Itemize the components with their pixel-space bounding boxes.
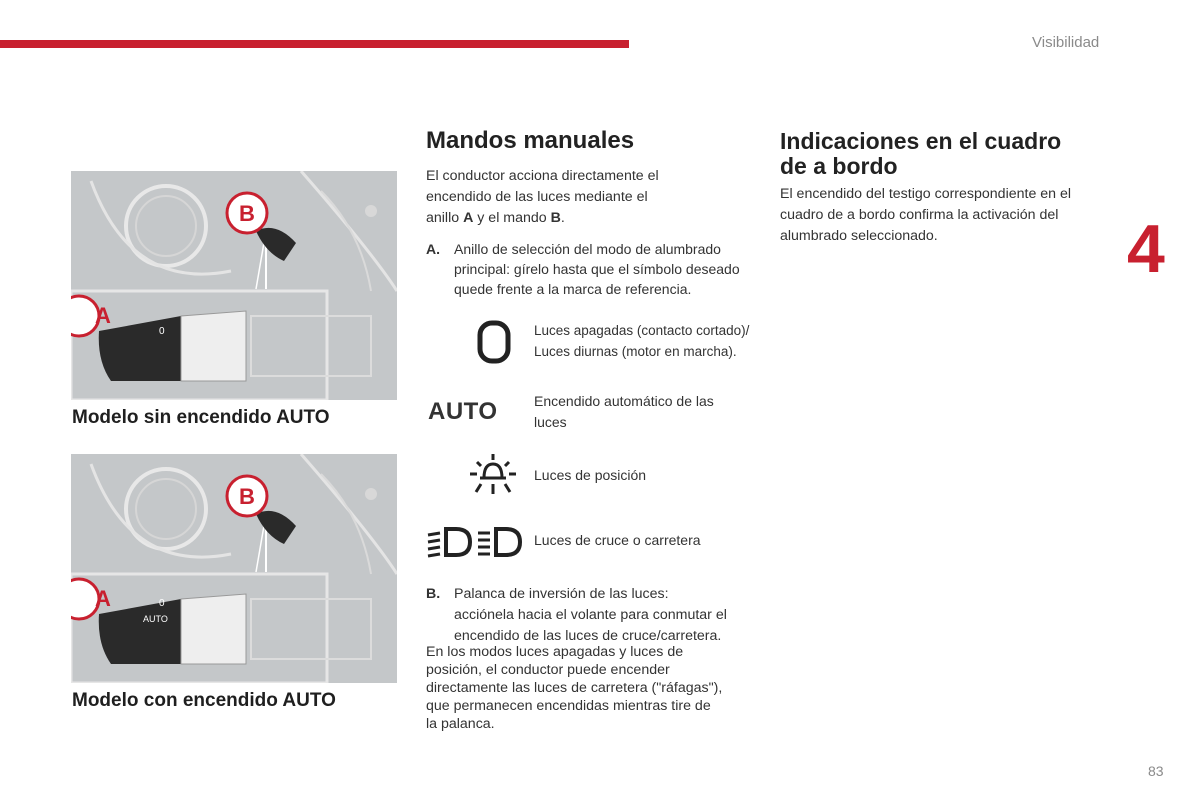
callout-b: B xyxy=(239,484,255,509)
item-text: Palanca de inversión de las luces: acciónela hacia el volante para conmutar el encendido de las luces de cruce/carretera. xyxy=(454,586,727,644)
position-lights-icon xyxy=(467,450,519,500)
section-title: Visibilidad xyxy=(1032,34,1100,51)
auto-icon: AUTO xyxy=(428,398,498,425)
dipped-main-beam-icon xyxy=(426,523,524,561)
ref-a: A xyxy=(463,210,474,226)
figure2-caption: Modelo con encendido AUTO xyxy=(72,690,336,711)
stalk-label-zero: 0 xyxy=(159,598,165,609)
intro-line: anillo A y el mando B. xyxy=(426,210,565,226)
item-label: A. xyxy=(426,241,440,257)
intro-paragraph xyxy=(426,166,746,229)
item-label: B. xyxy=(426,586,441,602)
item-a xyxy=(426,239,756,299)
callout-b: B xyxy=(239,201,255,226)
symbol-position-text: Luces de posición xyxy=(534,467,647,483)
intro-line: encendido de las luces mediante el xyxy=(426,189,648,205)
callout-a: A xyxy=(95,586,111,611)
figure1-caption: Modelo sin encendido AUTO xyxy=(72,407,330,428)
note-paragraph: En los modos luces apagadas y luces de posición, el conductor puede encender directamente las luces de carretera ("ráfagas"), que permanecen encendidas mientras tire de la palanca. xyxy=(426,644,723,732)
manual-controls-title: Mandos manuales xyxy=(426,127,635,154)
dashboard-indications-text: El encendido del testigo correspondiente en el cuadro de a bordo confirma la activación del alumbrado seleccionado. xyxy=(780,186,1072,244)
stalk-label-auto: AUTO xyxy=(143,614,168,624)
symbol-off-text: Luces apagadas (contacto cortado)/ Luces diurnas (motor en marcha). xyxy=(534,323,750,359)
callout-a: A xyxy=(95,303,111,328)
page-number: 83 xyxy=(1148,763,1164,779)
intro-line: El conductor acciona directamente el xyxy=(426,168,659,184)
dashboard-indications-title: Indicaciones en el cuadro de a bordo xyxy=(780,128,1062,179)
figure-model-without-auto xyxy=(71,171,397,400)
stalk-label-zero: 0 xyxy=(159,326,165,337)
header-accent-bar xyxy=(0,40,629,48)
symbol-beam-text: Luces de cruce o carretera xyxy=(534,532,701,548)
figure-model-with-auto xyxy=(71,454,397,683)
ref-b: B xyxy=(550,210,561,226)
symbol-auto-text: Encendido automático de las luces xyxy=(534,393,714,430)
chapter-number: 4 xyxy=(1127,211,1165,287)
off-ring-icon xyxy=(470,318,518,366)
item-text: Anillo de selección del modo de alumbrado principal: gírelo hasta que el símbolo deseado quede frente a la marca de referencia. xyxy=(454,241,740,297)
item-b xyxy=(426,584,756,648)
